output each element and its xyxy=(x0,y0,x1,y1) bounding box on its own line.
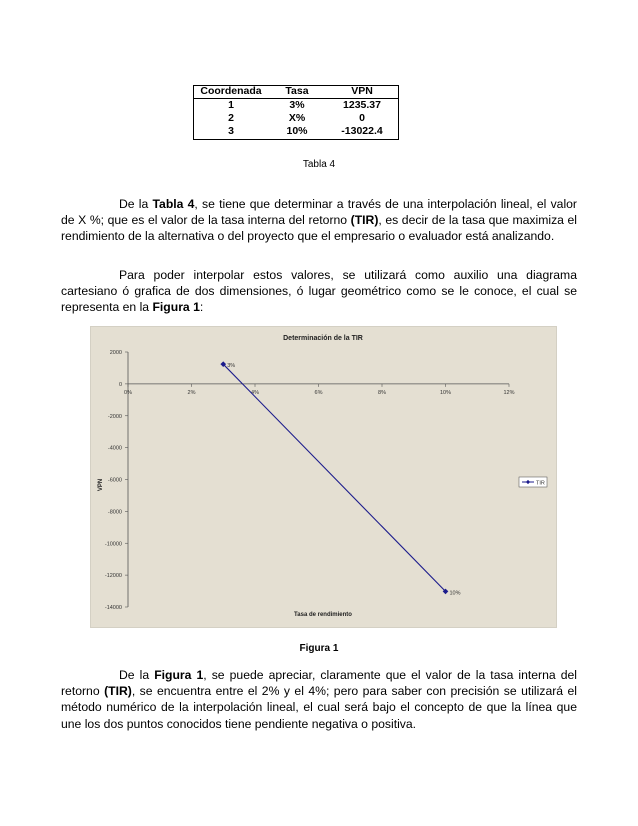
cell-coordenada: 3 xyxy=(228,125,234,137)
table-caption: Tabla 4 xyxy=(302,159,336,170)
bold-run: Tabla 4 xyxy=(152,197,195,211)
y-tick-label: -10000 xyxy=(104,541,122,548)
cell-vpn: 0 xyxy=(359,112,365,124)
y-tick-label: -6000 xyxy=(107,477,122,484)
y-tick-label: 2000 xyxy=(109,350,122,356)
y-tick-label: -4000 xyxy=(107,445,122,452)
x-tick-label: 12% xyxy=(503,389,515,396)
chart-title: Determinación de la TIR xyxy=(283,335,363,342)
table-row xyxy=(193,125,399,138)
y-tick-label: -12000 xyxy=(104,573,122,580)
tir-chart xyxy=(91,327,556,627)
x-tick-label: 2% xyxy=(187,389,196,396)
series-line xyxy=(223,364,445,591)
cell-vpn: 1235.37 xyxy=(343,99,381,111)
bold-run: Figura 1 xyxy=(154,668,204,682)
x-tick-label: 4% xyxy=(251,389,259,396)
table-row xyxy=(193,112,399,125)
text-run: Para poder interpolar estos valores, se utilizará como auxilio una diagrama cartesiano ó grafica de dos dimensiones, ó lugar geométrico como se le conoce, el cual se representa en la xyxy=(61,268,577,315)
text-run: , es decir de la tasa que maximiza el rendimiento de la alternativa o del proyecto que el empresario o evaluador está analizando. xyxy=(61,213,578,244)
paragraph-2 xyxy=(61,267,577,316)
header-coordenada: Coordenada xyxy=(193,85,269,99)
bold-run: (TIR) xyxy=(350,213,379,228)
text-run: , se encuentra entre el 2% y el 4%; pero para saber con precisión se utilizará el método numérico de la interpolación lineal, el cual será bajo el concepto de que la línea que une los dos puntos conocidos tiene pendiente negativa o positiva. xyxy=(61,684,577,731)
cell-coordenada: 2 xyxy=(228,112,234,124)
legend-label: TIR xyxy=(536,480,545,487)
y-tick-label: 0 xyxy=(118,381,122,388)
y-tick-label: -2000 xyxy=(107,413,122,420)
y-tick-label: -14000 xyxy=(104,605,122,611)
data-label: 10% xyxy=(449,590,461,597)
x-tick-label: 10% xyxy=(439,389,452,396)
figure-caption: Figura 1 xyxy=(299,643,339,654)
cell-tasa: 10% xyxy=(286,125,308,137)
bold-run: Figura 1 xyxy=(152,300,200,315)
y-axis-label: VPN xyxy=(98,478,104,492)
cell-vpn: -13022.4 xyxy=(341,125,383,137)
cell-coordenada: 1 xyxy=(228,99,234,111)
text-run: , se puede apreciar, claramente que el valor de la tasa interna del retorno xyxy=(61,668,577,699)
header-tasa: Tasa xyxy=(269,85,325,99)
paragraph-1 xyxy=(61,196,577,245)
text-run: De la xyxy=(119,197,153,211)
x-tick-label: 6% xyxy=(314,389,323,396)
x-tick-label: 0% xyxy=(124,389,132,396)
cell-tasa: 3% xyxy=(289,99,305,111)
header-vpn: VPN xyxy=(325,85,399,99)
x-tick-label: 8% xyxy=(378,389,386,396)
table-header-row xyxy=(193,85,399,99)
cell-tasa: X% xyxy=(288,112,306,124)
coordinates-table xyxy=(193,85,399,138)
paragraph-3 xyxy=(61,667,577,732)
data-label: 3% xyxy=(227,363,236,370)
text-run: De la xyxy=(119,668,155,682)
text-run: : xyxy=(199,300,204,315)
text-run: , se tiene que determinar a través de una interpolación lineal, el valor de X %; que es el valor de la tasa interna del retorno xyxy=(61,197,577,228)
bold-run: (TIR) xyxy=(104,684,132,699)
y-tick-label: -8000 xyxy=(107,509,122,516)
chart-area xyxy=(90,326,557,628)
x-axis-label: Tasa de rendimiento xyxy=(294,612,352,618)
table-row xyxy=(193,99,399,113)
